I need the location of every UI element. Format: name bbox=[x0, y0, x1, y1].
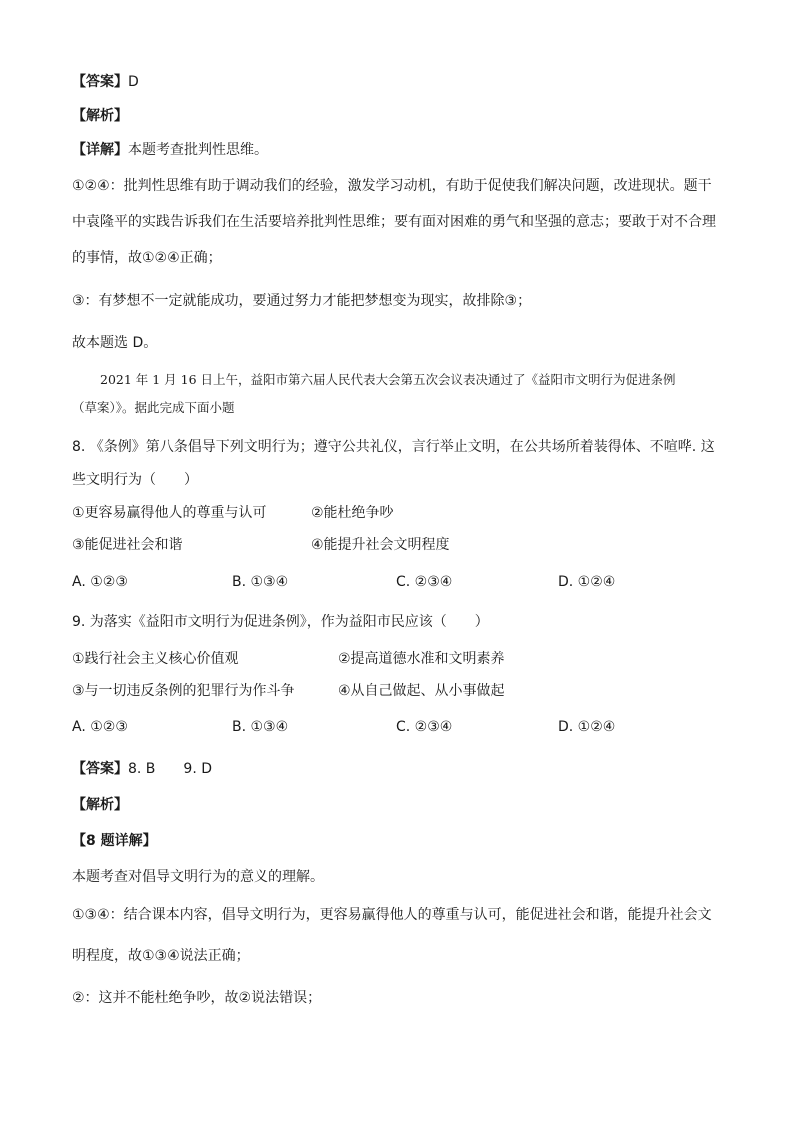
answer-value: D bbox=[128, 74, 139, 90]
answer-tag: 【答案】 bbox=[72, 761, 128, 777]
explanation-line: ②：这并不能杜绝争吵，故②说法错误； bbox=[72, 990, 322, 1006]
q9-choice-b: B. ①③④ bbox=[232, 719, 289, 735]
q9-item: ③与一切违反条例的犯罪行为作斗争 bbox=[72, 683, 295, 699]
answers-8-9-line bbox=[72, 759, 212, 779]
analysis-tag: 【解析】 bbox=[72, 108, 128, 124]
analysis-tag: 【解析】 bbox=[72, 797, 128, 813]
explanation-line: 明程度，故①③④说法正确； bbox=[72, 948, 250, 964]
q8-choice-a: A. ①②③ bbox=[72, 574, 128, 590]
q9-item: ④从自己做起、从小事做起 bbox=[338, 683, 505, 699]
explanation-line: 中袁隆平的实践告诉我们在生活要培养批判性思维；要有面对困难的勇气和坚强的意志；要敢于对不合理 bbox=[72, 214, 716, 230]
q7-detail-line bbox=[72, 140, 268, 160]
passage-line: 2021 年 1 月 16 日上午，益阳市第六届人民代表大会第五次会议表决通过了《益阳市文明行为促进条例 bbox=[100, 372, 676, 387]
q7-answer-line bbox=[72, 72, 139, 92]
q8-choice-d: D. ①②④ bbox=[558, 574, 616, 590]
q9-choice-d: D. ①②④ bbox=[558, 719, 616, 735]
q8-stem: 些文明行为（ ） bbox=[72, 472, 198, 488]
q8-item: ③能促进社会和谐 bbox=[72, 537, 183, 553]
passage-line: （草案）》。据此完成下面小题 bbox=[72, 400, 235, 415]
q9-item: ①践行社会主义核心价值观 bbox=[72, 651, 239, 667]
detail-intro: 本题考查对倡导文明行为的意义的理解。 bbox=[72, 869, 324, 885]
q9-item: ②提高道德水准和文明素养 bbox=[338, 651, 505, 667]
explanation-line: ③：有梦想不一定就能成功，要通过努力才能把梦想变为现实，故排除③； bbox=[72, 293, 532, 309]
answer-tag: 【答案】 bbox=[72, 74, 128, 90]
detail-intro: 本题考查批判性思维。 bbox=[128, 142, 268, 158]
q9-stem: 9. 为落实《益阳市文明行为促进条例》，作为益阳市民应该（ ） bbox=[72, 614, 489, 630]
explanation-line: 故本题选 D。 bbox=[72, 335, 158, 351]
detail-tag: 【详解】 bbox=[72, 142, 128, 158]
answer-8: 8. B bbox=[128, 761, 156, 777]
q9-choice-a: A. ①②③ bbox=[72, 719, 128, 735]
q8-item: ④能提升社会文明程度 bbox=[311, 537, 450, 553]
answer-9: 9. D bbox=[183, 761, 213, 777]
explanation-line: ①③④：结合课本内容，倡导文明行为，更容易赢得他人的尊重与认可，能促进社会和谐，能提升社会文 bbox=[72, 907, 712, 923]
explanation-line: ①②④：批判性思维有助于调动我们的经验，激发学习动机，有助于促使我们解决问题，改进现状。题干 bbox=[72, 178, 712, 194]
q9-choice-c: C. ②③④ bbox=[396, 719, 453, 735]
q8-stem: 8. 《条例》第八条倡导下列文明行为；遵守公共礼仪，言行举止文明，在公共场所着装得体、不喧哗. 这 bbox=[72, 439, 715, 455]
q8-choice-b: B. ①③④ bbox=[232, 574, 289, 590]
q8-choice-c: C. ②③④ bbox=[396, 574, 453, 590]
detail-tag: 【8 题详解】 bbox=[72, 833, 157, 849]
q8-item: ②能杜绝争吵 bbox=[311, 505, 394, 521]
q8-item: ①更容易赢得他人的尊重与认可 bbox=[72, 505, 267, 521]
explanation-line: 的事情，故①②④正确； bbox=[72, 250, 222, 266]
